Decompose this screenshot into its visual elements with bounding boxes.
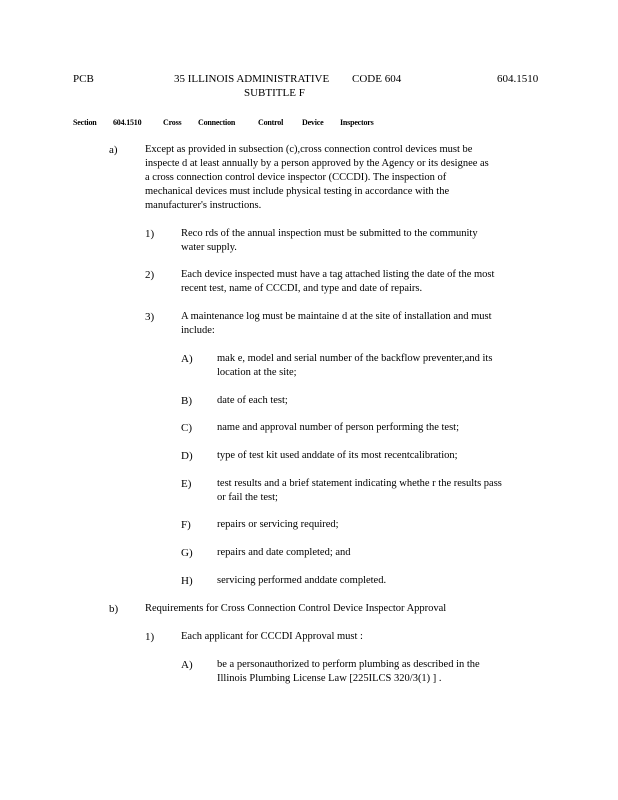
text-line: repairs or servicing required; [217, 519, 339, 530]
section-label: Section [73, 118, 97, 127]
subitem-G-text [217, 546, 539, 560]
subitem-B-marker: B) [181, 395, 192, 407]
header-title-line1: 35 ILLINOIS ADMINISTRATIVE [174, 73, 330, 85]
text-line: manufacturer's instructions. [145, 200, 262, 211]
text-line: mechanical devices must include physical testing in accordance with the [145, 186, 450, 197]
text-line: be a personauthorized to perform plumbing as described in the [217, 659, 480, 670]
subitem-A-text [217, 352, 539, 380]
text-line: inspecte d at least annually by a person approved by the Agency or its designee as [145, 158, 489, 169]
text-line: Reco rds of the annual inspection must be submitted to the community [181, 228, 478, 239]
section-word-3: Control [258, 118, 284, 127]
subsection-b-marker: b) [109, 603, 119, 615]
subsection-a-marker: a) [109, 144, 118, 156]
text-line: name and approval number of person performing the test; [217, 422, 460, 433]
section-word-2: Connection [198, 118, 236, 127]
header-code: CODE 604 [352, 73, 402, 85]
text-line: Each device inspected must have a tag attached listing the date of the most [181, 269, 495, 280]
item-2-text [181, 268, 536, 296]
text-line: Requirements for Cross Connection Control Device Inspector Approval [145, 603, 447, 614]
text-line: a cross connection control device inspector (CCCDI). The inspection of [145, 172, 447, 183]
subitem-H-text [217, 574, 539, 588]
subitem-E-marker: E) [181, 478, 192, 490]
item-3-marker: 3) [145, 311, 155, 323]
subitem-F-text [217, 518, 539, 532]
text-line: type of test kit used anddate of its most recentcalibration; [217, 450, 458, 461]
subitem-E-text [217, 477, 539, 505]
subitem-C-marker: C) [181, 422, 192, 434]
section-word-4: Device [302, 118, 324, 127]
subitem-F-marker: F) [181, 519, 191, 531]
b-item-1-marker: 1) [145, 631, 155, 643]
text-line: A maintenance log must be maintaine d at the site of installation and must [181, 311, 492, 322]
header-subtitle: SUBTITLE F [244, 87, 305, 99]
header-section-number: 604.1510 [497, 73, 539, 85]
subitem-C-text [217, 421, 539, 435]
subitem-A-marker: A) [181, 353, 193, 365]
section-word-1: Cross [163, 118, 182, 127]
text-line: Illinois Plumbing License Law [225ILCS 320/3(1) ] . [217, 673, 442, 684]
text-line: water supply. [181, 242, 237, 253]
b-subitem-A-text [217, 658, 539, 686]
text-line: repairs and date completed; and [217, 547, 351, 558]
subitem-G-marker: G) [181, 547, 193, 559]
text-line: test results and a brief statement indicating whethe r the results pass [217, 478, 502, 489]
text-line: date of each test; [217, 395, 288, 406]
subsection-a-text [145, 143, 540, 213]
b-subitem-A-marker: A) [181, 659, 193, 671]
text-line: recent test, name of CCCDI, and type and date of repairs. [181, 283, 423, 294]
item-1-text [181, 227, 536, 255]
section-number: 604.1510 [113, 118, 142, 127]
header-agency: PCB [73, 73, 94, 85]
subitem-H-marker: H) [181, 575, 193, 587]
text-line: mak e, model and serial number of the backflow preventer,and its [217, 353, 493, 364]
item-3-text [181, 310, 536, 338]
subsection-b-text [145, 602, 540, 616]
text-line: servicing performed anddate completed. [217, 575, 387, 586]
text-line: location at the site; [217, 367, 297, 378]
subitem-B-text [217, 394, 539, 408]
section-word-5: Inspectors [340, 118, 374, 127]
subitem-D-text [217, 449, 539, 463]
text-line: Except as provided in subsection (c),cross connection control devices must be [145, 144, 473, 155]
item-1-marker: 1) [145, 228, 155, 240]
text-line: include: [181, 325, 215, 336]
item-2-marker: 2) [145, 269, 155, 281]
b-item-1-text [181, 630, 536, 644]
text-line: Each applicant for CCCDI Approval must : [181, 631, 363, 642]
subitem-D-marker: D) [181, 450, 193, 462]
text-line: or fail the test; [217, 492, 278, 503]
